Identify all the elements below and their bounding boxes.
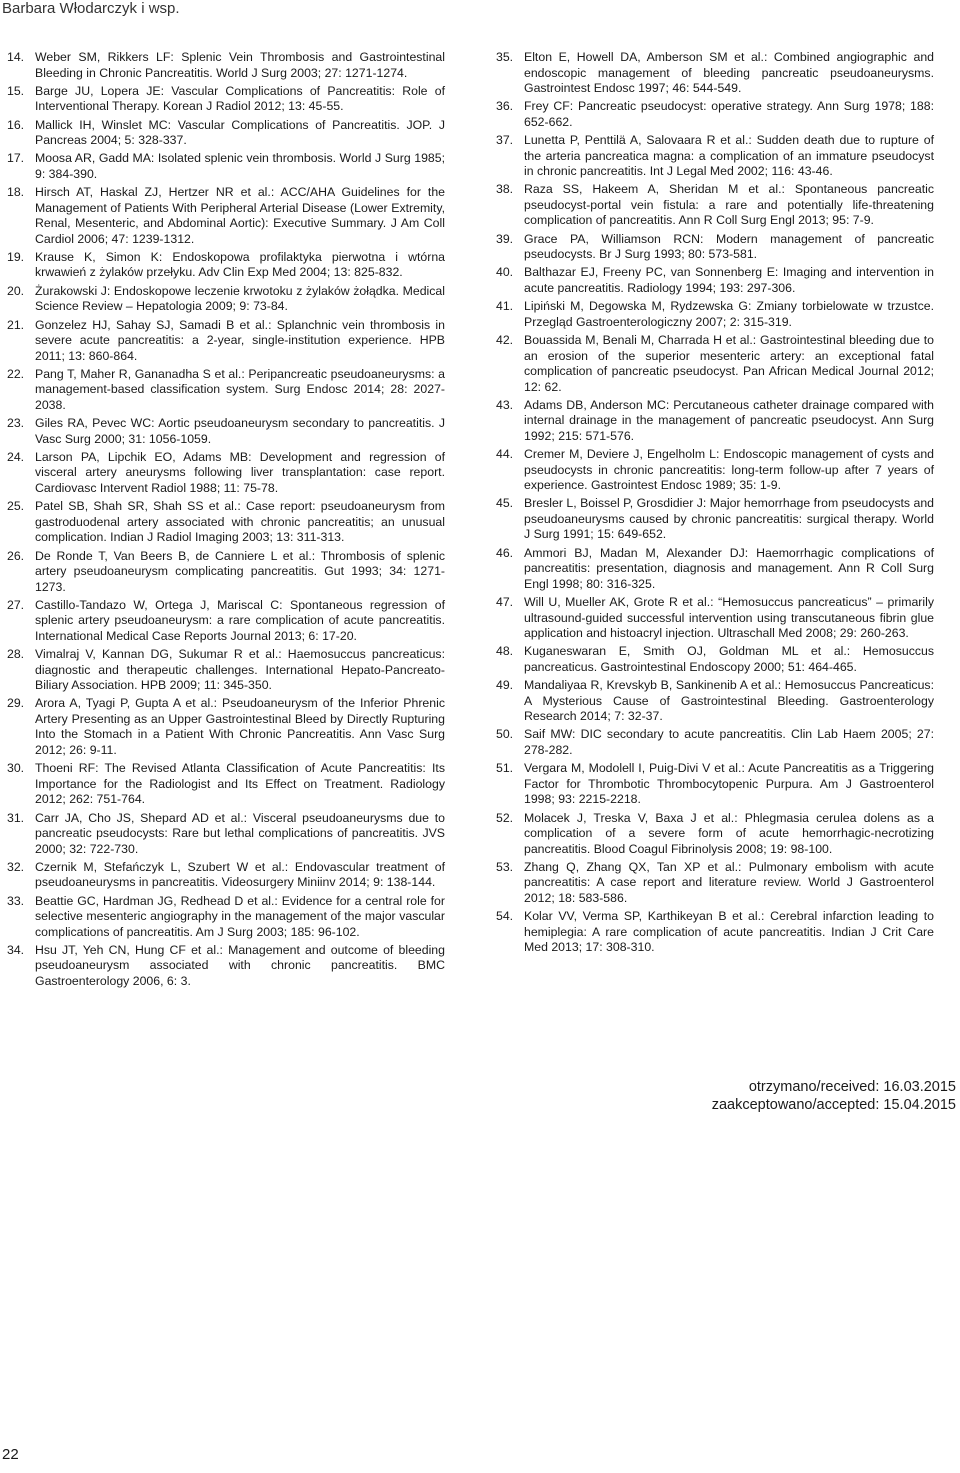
reference-text: Raza SS, Hakeem A, Sheridan M et al.: Spontaneous pancreatic pseudocyst-portal vein fistula: a rare and potentially life-threatening complication of pancreatitis. Ann R Coll Surg Engl 2013; 95: 7-9. xyxy=(524,182,934,228)
reference-text: Beattie GC, Hardman JG, Redhead D et al.: Evidence for a central role for selective mesenteric angiography in the management of the major vascular complications of pancreatitis. Am J Surg 2003; 185: 96-102. xyxy=(35,893,445,939)
reference-item xyxy=(496,232,934,263)
reference-number: 40. xyxy=(496,265,514,280)
reference-number: 45. xyxy=(496,496,514,511)
reference-item xyxy=(496,447,934,494)
reference-item xyxy=(7,84,445,115)
reference-number: 46. xyxy=(496,545,514,560)
reference-item xyxy=(496,860,934,907)
reference-item xyxy=(7,549,445,596)
reference-text: Balthazar EJ, Freeny PC, van Sonnenberg E: Imaging and intervention in acute pancreatitis. Radiology 1994; 193: 297-306. xyxy=(524,265,934,295)
reference-item xyxy=(496,811,934,858)
reference-text: Kolar VV, Verma SP, Karthikeyan B et al.: Cerebral infarction leading to hemiplegia: A rare complication of acute pancreatitis. Indian J Crit Care Med 2013; 17: 308-310. xyxy=(524,909,934,955)
reference-number: 37. xyxy=(496,133,514,148)
reference-text: Giles RA, Pevec WC: Aortic pseudoaneurysm secondary to pancreatitis. J Vasc Surg 2000; 31: 1056-1059. xyxy=(35,416,445,446)
reference-item xyxy=(496,595,934,642)
reference-item xyxy=(496,299,934,330)
reference-number: 26. xyxy=(7,548,25,563)
reference-number: 38. xyxy=(496,182,514,197)
reference-text: Grace PA, Williamson RCN: Modern management of pancreatic pseudocysts. Br J Surg 1993; 80: 573-581. xyxy=(524,231,934,262)
reference-item xyxy=(7,416,445,447)
reference-number: 33. xyxy=(7,893,25,908)
reference-number: 43. xyxy=(496,397,514,412)
reference-number: 14. xyxy=(7,50,25,64)
reference-text: Larson PA, Lipchik EO, Adams MB: Development and regression of visceral artery aneurysms following liver transplantation: case report. Cardiovasc Intervent Radiol 1988; 11: 75-78. xyxy=(35,449,445,495)
reference-text: Mandaliyaa R, Krevskyb B, Sankinenib A et al.: Hemosuccus Pancreaticus: A Mysterious Cause of Gastrointestinal Bleeding. Gastroenterology Research 2014; 7: 32-37. xyxy=(524,678,934,724)
reference-text: Zhang Q, Zhang QX, Tan XP et al.: Pulmonary embolism with acute pancreatitis: A case report and literature review. World J Gastroenterol 2012; 18: 583-586. xyxy=(524,859,934,905)
reference-number: 30. xyxy=(7,761,25,776)
references-left-column xyxy=(7,50,445,992)
reference-text: Ammori BJ, Madan M, Alexander DJ: Haemorrhagic complications of pancreatitis: presentation, diagnosis and management. Ann R Coll Surg Engl 1998; 80: 316-325. xyxy=(524,545,934,591)
reference-text: Saif MW: DIC secondary to acute pancreatitis. Clin Lab Haem 2005; 27: 278-282. xyxy=(524,727,934,757)
reference-number: 54. xyxy=(496,909,514,924)
reference-text: Cremer M, Deviere J, Engelholm L: Endoscopic management of cysts and pseudocysts in chronic pancreatitis: long-term follow-up after 7 years of experience. Gastrointest Endosc 1989; 35: 1-9. xyxy=(524,447,934,493)
reference-item xyxy=(496,333,934,395)
reference-number: 39. xyxy=(496,231,514,246)
reference-number: 22. xyxy=(7,366,25,381)
reference-number: 19. xyxy=(7,249,25,264)
reference-number: 47. xyxy=(496,595,514,610)
reference-item xyxy=(496,496,934,543)
reference-item xyxy=(496,265,934,296)
reference-text: Hirsch AT, Haskal ZJ, Hertzer NR et al.: ACC/AHA Guidelines for the Management of Patients With Peripheral Arterial Disease (Lower Extremity, Renal, Mesenteric, and Abdominal Aortic): Executive Summary. J Am Coll Cardiol 2006; 47: 1239-1312. xyxy=(35,185,445,246)
reference-item xyxy=(496,50,934,97)
reference-item xyxy=(496,678,934,725)
running-header: Barbara Włodarczyk i wsp. xyxy=(2,0,180,17)
reference-text: Weber SM, Rikkers LF: Splenic Vein Thrombosis and Gastrointestinal Bleeding in Chronic Pancreatitis. World J Surg 2003; 27: 1271-1274. xyxy=(35,50,445,80)
received-date: otrzymano/received: 16.03.2015 xyxy=(748,1079,956,1095)
reference-number: 48. xyxy=(496,644,514,659)
reference-number: 53. xyxy=(496,859,514,874)
reference-text: Carr JA, Cho JS, Shepard AD et al.: Visceral pseudoaneurysms due to pancreatic pseudocysts: Rare but lethal complications of pancreatitis. JVS 2000; 32: 722-730. xyxy=(35,810,445,856)
reference-item xyxy=(7,598,445,645)
reference-text: Arora A, Tyagi P, Gupta A et al.: Pseudoaneurysm of the Inferior Phrenic Artery Presenting as an Upper Gastrointestinal Bleed by Directly Rupturing Into the Stomach in a Patient With Chronic Pancreatitis. Ann Vasc Surg 2012; 26: 9-11. xyxy=(35,696,445,757)
reference-text: Hsu JT, Yeh CN, Hung CF et al.: Management and outcome of bleeding pseudoaneurysm associated with chronic pancreatitis. BMC Gastroenterology 2006, 6: 3. xyxy=(35,942,445,988)
reference-item xyxy=(496,644,934,675)
reference-item xyxy=(496,133,934,180)
reference-number: 36. xyxy=(496,99,514,114)
reference-text: Barge JU, Lopera JE: Vascular Complications of Pancreatitis: Role of Interventional Therapy. Korean J Radiol 2012; 13: 45-55. xyxy=(35,83,445,114)
reference-item xyxy=(7,367,445,414)
reference-number: 28. xyxy=(7,647,25,662)
reference-text: Bresler L, Boissel P, Grosdidier J: Major hemorrhage from pseudocysts and pseudoaneurysms caused by chronic pancreatitis: surgical therapy. World J Surg 1991; 15: 649-652. xyxy=(524,496,934,542)
reference-text: Lipiński M, Degowska M, Rydzewska G: Zmiany torbielowate w trzustce. Przegląd Gastroenterologiczny 2007; 2: 315-319. xyxy=(524,299,934,329)
reference-item xyxy=(7,50,445,81)
reference-number: 21. xyxy=(7,317,25,332)
reference-text: Vimalraj V, Kannan DG, Sukumar R et al.: Haemosuccus pancreaticus: diagnostic and therapeutic challenges. International Hepato-Pancreato-Biliary Association. HPB 2009; 11: 345-350. xyxy=(35,647,445,693)
reference-number: 32. xyxy=(7,859,25,874)
reference-item xyxy=(7,499,445,546)
reference-item xyxy=(7,647,445,694)
reference-number: 16. xyxy=(7,117,25,132)
reference-number: 18. xyxy=(7,185,25,200)
reference-text: Adams DB, Anderson MC: Percutaneous catheter drainage compared with internal drainage in the management of pancreatic pseudocyst. Ann Surg 1992; 215: 571-576. xyxy=(524,397,934,443)
reference-number: 52. xyxy=(496,810,514,825)
reference-item xyxy=(7,696,445,758)
reference-item xyxy=(496,182,934,229)
reference-number: 35. xyxy=(496,50,514,64)
reference-number: 24. xyxy=(7,449,25,464)
reference-item xyxy=(7,151,445,182)
reference-item xyxy=(7,860,445,891)
reference-item xyxy=(7,894,445,941)
reference-text: Bouassida M, Benali M, Charrada H et al.: Gastrointestinal bleeding due to an erosion of the superior mesenteric artery: an exceptional fatal complication of pancreatic pseudocyst. Pan African Medical Journal 2012; 12: 62. xyxy=(524,333,934,394)
reference-text: Patel SB, Shah SR, Shah SS et al.: Case report: pseudoaneurysm from gastroduodenal artery associated with chronic pancreatitis; an unusual complication. Indian J Radiol Imaging 2003; 13: 311-313. xyxy=(35,499,445,545)
reference-number: 41. xyxy=(496,299,514,314)
reference-text: Krause K, Simon K: Endoskopowa profilaktyka pierwotna i wtórna krwawień z żylaków przełyku. Adv Clin Exp Med 2004; 13: 825-832. xyxy=(35,249,445,280)
reference-item xyxy=(7,185,445,247)
reference-item xyxy=(7,118,445,149)
reference-item xyxy=(7,318,445,365)
reference-item xyxy=(7,811,445,858)
reference-number: 34. xyxy=(7,942,25,957)
submission-dates xyxy=(712,1078,956,1114)
reference-number: 44. xyxy=(496,447,514,462)
reference-number: 29. xyxy=(7,696,25,711)
reference-text: Moosa AR, Gadd MA: Isolated splenic vein thrombosis. World J Surg 1985; 9: 384-390. xyxy=(35,151,445,181)
reference-item xyxy=(496,398,934,445)
reference-text: Lunetta P, Penttilä A, Salovaara R et al.: Sudden death due to rupture of the arteria pancreatica magna: a complication of an immature pseudocyst in chronic pancreatitis. Int J Legal Med 2002; 116: 43-46. xyxy=(524,133,934,179)
reference-item xyxy=(7,250,445,281)
reference-item xyxy=(496,909,934,956)
reference-number: 17. xyxy=(7,151,25,166)
reference-item xyxy=(7,284,445,315)
reference-text: Mallick IH, Winslet MC: Vascular Complications of Pancreatitis. JOP. J Pancreas 2004; 5: 328-337. xyxy=(35,117,445,148)
accepted-date: zaakceptowano/accepted: 15.04.2015 xyxy=(711,1097,956,1113)
reference-number: 49. xyxy=(496,678,514,693)
reference-text: De Ronde T, Van Beers B, de Canniere L et al.: Thrombosis of splenic artery pseudoaneurysm complicating pancreatitis. Gut 1993; 34: 1271-1273. xyxy=(35,548,445,594)
reference-number: 42. xyxy=(496,333,514,348)
reference-number: 15. xyxy=(7,83,25,98)
references-right-column xyxy=(496,50,934,958)
reference-text: Molacek J, Treska V, Baxa J et al.: Phlegmasia cerulea dolens as a complication of a severe form of acute hemorrhagic-necrotizing pancreatitis. Blood Coagul Fibrinolysis 2008; 19: 98-100. xyxy=(524,810,934,856)
page-number: 22 xyxy=(2,1446,19,1463)
reference-text: Will U, Mueller AK, Grote R et al.: “Hemosuccus pancreaticus” – primarily ultrasound-guided successful intervention using transcutaneous fibrin glue application and histoacryl injection. Ultraschall Med 2008; 29: 260-263. xyxy=(524,595,934,641)
reference-number: 23. xyxy=(7,416,25,431)
reference-text: Kuganeswaran E, Smith OJ, Goldman ML et al.: Hemosuccus pancreaticus. Gastrointestinal Endoscopy 2000; 51: 464-465. xyxy=(524,644,934,674)
reference-item xyxy=(7,943,445,990)
reference-text: Pang T, Maher R, Gananadha S et al.: Peripancreatic pseudoaneurysms: a management-based classification system. Surg Endosc 2014; 28: 2027-2038. xyxy=(35,366,445,412)
reference-text: Vergara M, Modolell I, Puig-Divi V et al.: Acute Pancreatitis as a Triggering Factor for Thrombotic Thrombocytopenic Purpura. Am J Gastroenterol 1998; 93: 2215-2218. xyxy=(524,761,934,807)
reference-item xyxy=(496,99,934,130)
reference-item xyxy=(7,450,445,497)
reference-item xyxy=(496,727,934,758)
reference-text: Czernik M, Stefańczyk L, Szubert W et al.: Endovascular treatment of pseudoaneurysms in pancreatitis. Videosurgery Miniinv 2014; 9: 138-144. xyxy=(35,859,445,890)
reference-item xyxy=(496,761,934,808)
reference-text: Castillo-Tandazo W, Ortega J, Mariscal C: Spontaneous regression of splenic artery pseudoaneurysm: a rare complication of acute pancreatitis. International Medical Case Reports Journal 2013; 6: 17-20. xyxy=(35,597,445,643)
reference-number: 31. xyxy=(7,810,25,825)
reference-number: 50. xyxy=(496,727,514,742)
reference-number: 20. xyxy=(7,283,25,298)
reference-number: 51. xyxy=(496,761,514,776)
reference-number: 25. xyxy=(7,499,25,514)
reference-item xyxy=(496,546,934,593)
reference-text: Żurakowski J: Endoskopowe leczenie krwotoku z żylaków żołądka. Medical Science Review – Hepatologia 2009; 9: 73-84. xyxy=(35,283,445,314)
reference-item xyxy=(7,761,445,808)
reference-text: Elton E, Howell DA, Amberson SM et al.: Combined angiographic and endoscopic management of bleeding pancreatic pseudoaneurysms. Gastrointest Endosc 1997; 46: 544-549. xyxy=(524,50,934,95)
reference-number: 27. xyxy=(7,597,25,612)
reference-text: Frey CF: Pancreatic pseudocyst: operative strategy. Ann Surg 1978; 188: 652-662. xyxy=(524,99,934,129)
reference-text: Gonzelez HJ, Sahay SJ, Samadi B et al.: Splanchnic vein thrombosis in severe acute pancreatitis: a 2-year, single-institution experience. HPB 2011; 13: 860-864. xyxy=(35,317,445,363)
reference-text: Thoeni RF: The Revised Atlanta Classification of Acute Pancreatitis: Its Importance for the Radiologist and Its Effect on Treatment. Radiology 2012; 262: 751-764. xyxy=(35,761,445,807)
